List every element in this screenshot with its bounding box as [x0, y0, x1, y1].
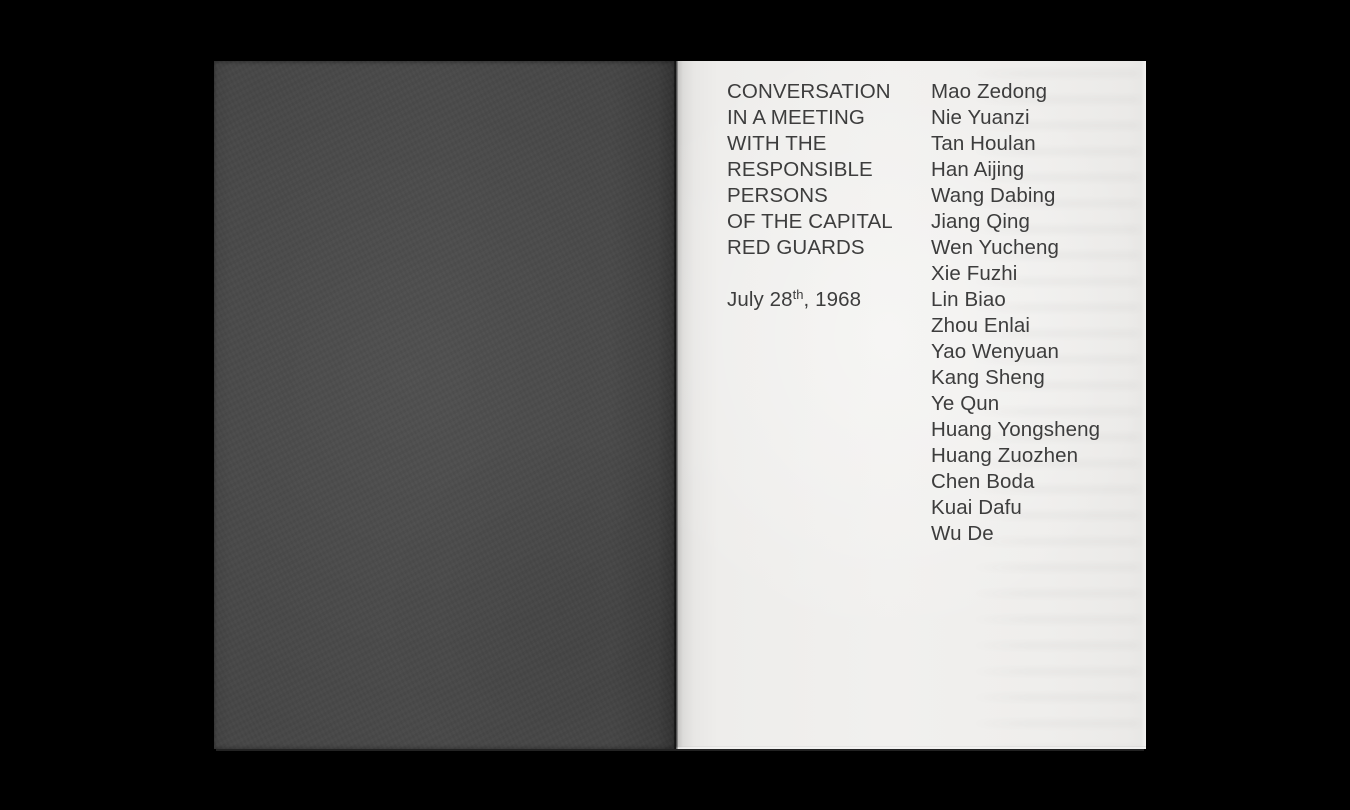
chapter-title-line: WITH THE	[727, 132, 827, 155]
names-list-item: Nie Yuanzi	[931, 106, 1030, 129]
chapter-title-line: CONVERSATION	[727, 80, 891, 103]
names-list-item: Mao Zedong	[931, 80, 1048, 103]
names-list-item: Tan Houlan	[931, 132, 1036, 155]
chapter-title-line: PERSONS	[727, 184, 828, 207]
chapter-title-line: RED GUARDS	[727, 236, 865, 259]
chapter-date	[727, 287, 861, 313]
chapter-title	[727, 79, 893, 261]
right-page	[676, 61, 1146, 749]
names-list-item: Ye Qun	[931, 392, 1000, 415]
chapter-date-year: , 1968	[803, 288, 862, 311]
names-list-item: Kuai Dafu	[931, 496, 1022, 519]
names-list-item: Huang Yongsheng	[931, 418, 1101, 441]
names-list	[931, 79, 1100, 547]
names-list-item: Kang Sheng	[931, 366, 1045, 389]
book-spread	[214, 61, 1146, 749]
names-list-item: Zhou Enlai	[931, 314, 1031, 337]
names-list-item: Wu De	[931, 522, 994, 545]
names-list-item: Yao Wenyuan	[931, 340, 1059, 363]
names-list-item: Huang Zuozhen	[931, 444, 1079, 467]
names-list-item: Lin Biao	[931, 288, 1006, 311]
page-edge-shadow	[216, 749, 1144, 751]
names-list-item: Jiang Qing	[931, 210, 1031, 233]
chapter-date-ordinal: th	[792, 287, 804, 302]
names-list-item: Chen Boda	[931, 470, 1035, 493]
names-list-item: Wen Yucheng	[931, 236, 1060, 259]
chapter-date-day: July 28	[727, 288, 793, 311]
names-list-item: Han Aijing	[931, 158, 1025, 181]
chapter-title-line: OF THE CAPITAL	[727, 210, 893, 233]
chapter-title-line: IN A MEETING	[727, 106, 865, 129]
book-gutter	[674, 61, 678, 749]
names-list-item: Xie Fuzhi	[931, 262, 1018, 285]
left-page	[214, 61, 676, 749]
names-list-item: Wang Dabing	[931, 184, 1056, 207]
chapter-title-line: RESPONSIBLE	[727, 158, 873, 181]
